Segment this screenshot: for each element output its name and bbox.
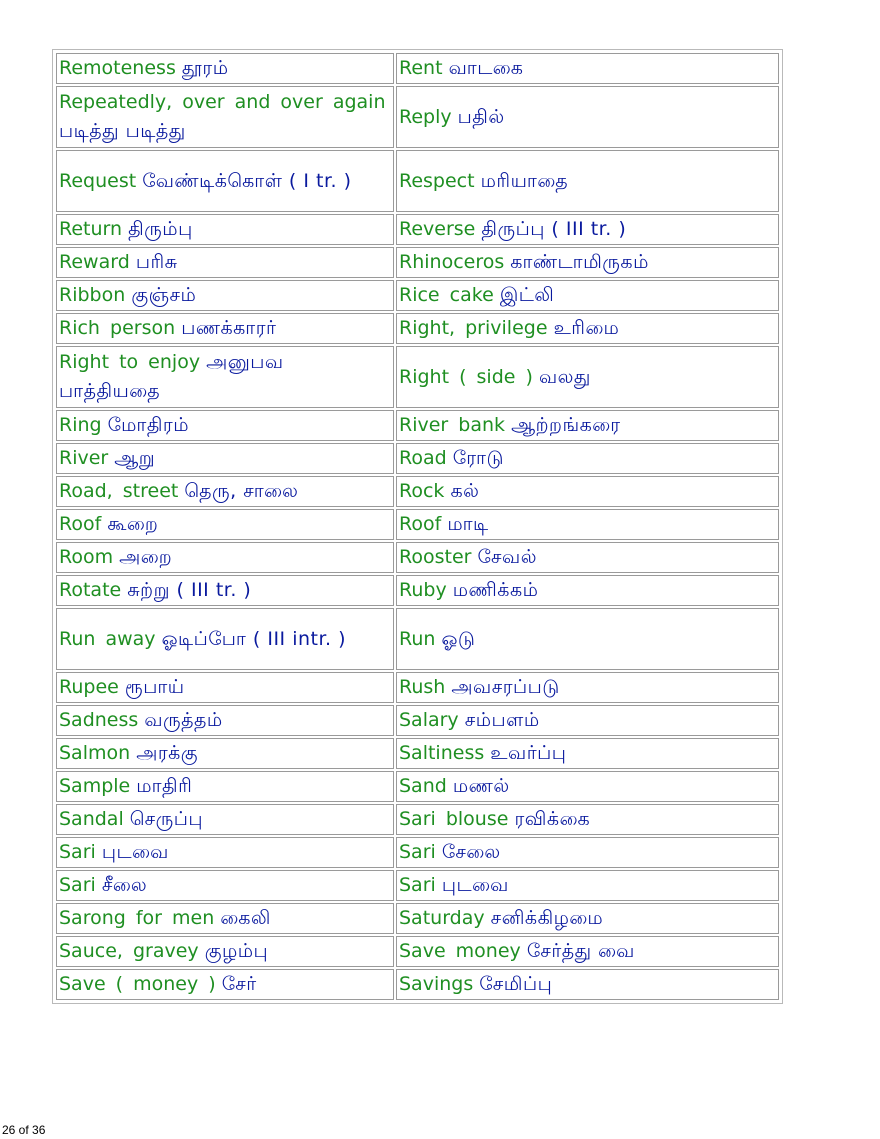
- entry-cell-right: [396, 705, 779, 736]
- english-term: Sari blouse: [399, 808, 509, 830]
- tamil-translation: தூரம்: [181, 57, 229, 79]
- english-term: Save money: [399, 940, 521, 962]
- english-term: Salmon: [59, 742, 131, 764]
- english-term: Request: [59, 169, 137, 192]
- entry-cell-left: [56, 705, 394, 736]
- english-term: Rice cake: [399, 284, 494, 306]
- english-term: Repeatedly, over and over again: [59, 91, 386, 113]
- glossary-rows: [56, 53, 779, 1000]
- english-term: River bank: [399, 414, 506, 436]
- english-term: Roof: [399, 513, 442, 535]
- entry-cell-right: [396, 150, 779, 212]
- tamil-translation: அறை: [119, 546, 173, 568]
- table-row: [56, 738, 779, 769]
- entry-cell-right: [396, 837, 779, 868]
- english-term: Saturday: [399, 907, 485, 929]
- entry-cell-left: [56, 86, 394, 148]
- entry-cell-right: [396, 443, 779, 474]
- english-term: Rupee: [59, 676, 119, 698]
- table-row: [56, 969, 779, 1000]
- tamil-translation: திருப்பு ( III tr. ): [481, 218, 627, 240]
- tamil-translation: சேமிப்பு: [479, 973, 553, 995]
- entry-cell-left: [56, 903, 394, 934]
- tamil-translation: புடவை: [441, 874, 509, 896]
- tamil-translation: கைலி: [220, 907, 271, 929]
- entry-cell-left: [56, 672, 394, 703]
- table-row: [56, 705, 779, 736]
- tamil-translation: ரூபாய்: [124, 676, 185, 698]
- tamil-translation: மோதிரம்: [107, 414, 190, 436]
- entry-cell-left: [56, 771, 394, 802]
- english-term: Run away: [59, 627, 156, 650]
- entry-cell-right: [396, 346, 779, 408]
- english-term: Sandal: [59, 808, 124, 830]
- english-term: Reverse: [399, 218, 476, 240]
- tamil-translation: ஓடிப்போ ( III intr. ): [161, 627, 347, 650]
- entry-cell-right: [396, 214, 779, 245]
- english-term: Saltiness: [399, 742, 485, 764]
- table-row: [56, 509, 779, 540]
- entry-cell-right: [396, 969, 779, 1000]
- tamil-translation: சேர்: [221, 973, 257, 995]
- tamil-translation: வேண்டிக்கொள் ( I tr. ): [142, 169, 352, 192]
- entry-cell-left: [56, 575, 394, 606]
- english-term: Sari: [59, 841, 96, 863]
- entry-cell-left: [56, 346, 394, 408]
- entry-cell-left: [56, 410, 394, 441]
- entry-cell-right: [396, 936, 779, 967]
- tamil-translation: ரவிக்கை: [514, 808, 591, 830]
- tamil-translation: சனிக்கிழமை: [490, 907, 604, 929]
- english-term: Sauce, gravey: [59, 940, 199, 962]
- english-term: Rooster: [399, 546, 472, 568]
- tamil-translation: பதில்: [457, 105, 505, 128]
- english-term: Roof: [59, 513, 102, 535]
- english-term: Sand: [399, 775, 447, 797]
- entry-cell-right: [396, 575, 779, 606]
- table-row: [56, 280, 779, 311]
- entry-cell-right: [396, 903, 779, 934]
- english-term: Rotate: [59, 579, 122, 601]
- table-row: [56, 575, 779, 606]
- table-row: [56, 608, 779, 670]
- table-row: [56, 672, 779, 703]
- tamil-translation: காண்டாமிருகம்: [510, 251, 649, 273]
- english-term: Right, privilege: [399, 317, 548, 339]
- english-term: Right to enjoy: [59, 351, 201, 373]
- tamil-translation: சேலை: [441, 841, 501, 863]
- tamil-translation: திரும்பு: [128, 218, 193, 240]
- tamil-translation: ரோடு: [452, 447, 504, 469]
- table-row: [56, 804, 779, 835]
- english-term: River: [59, 447, 109, 469]
- glossary-table-frame: [52, 49, 783, 1004]
- tamil-translation: செருப்பு: [129, 808, 203, 830]
- tamil-translation: கூறை: [107, 513, 159, 535]
- english-term: Respect: [399, 169, 475, 192]
- table-row: [56, 410, 779, 441]
- table-row: [56, 313, 779, 344]
- tamil-translation: உவர்ப்பு: [490, 742, 567, 764]
- entry-cell-left: [56, 313, 394, 344]
- entry-cell-right: [396, 280, 779, 311]
- table-row: [56, 53, 779, 84]
- english-term: Sari: [399, 874, 436, 896]
- tamil-translation: புடவை: [101, 841, 169, 863]
- english-term: Rock: [399, 480, 445, 502]
- tamil-translation: தெரு, சாலை: [184, 480, 299, 502]
- tamil-translation: சேவல்: [477, 546, 537, 568]
- entry-cell-right: [396, 672, 779, 703]
- english-term: Savings: [399, 973, 474, 995]
- english-term: Rent: [399, 57, 443, 79]
- english-term: Ring: [59, 414, 102, 436]
- entry-cell-right: [396, 86, 779, 148]
- tamil-translation: மரியாதை: [480, 169, 569, 192]
- entry-cell-left: [56, 870, 394, 901]
- entry-cell-left: [56, 509, 394, 540]
- page-counter: 26 of 36: [2, 1123, 46, 1137]
- english-term: Save ( money ): [59, 973, 216, 995]
- entry-cell-left: [56, 969, 394, 1000]
- entry-cell-right: [396, 804, 779, 835]
- tamil-translation: மாதிரி: [136, 775, 193, 797]
- english-term: Remoteness: [59, 57, 176, 79]
- table-row: [56, 346, 779, 408]
- english-term: Return: [59, 218, 123, 240]
- english-term: Rush: [399, 676, 446, 698]
- entry-cell-right: [396, 410, 779, 441]
- english-term: Ruby: [399, 579, 447, 601]
- tamil-translation: அவசரப்படு: [451, 676, 560, 698]
- tamil-translation: இட்லி: [499, 284, 555, 306]
- table-row: [56, 542, 779, 573]
- tamil-translation: ஆறு: [114, 447, 156, 469]
- english-term: Sadness: [59, 709, 139, 731]
- entry-cell-right: [396, 313, 779, 344]
- table-row: [56, 771, 779, 802]
- table-row: [56, 150, 779, 212]
- entry-cell-left: [56, 476, 394, 507]
- entry-cell-left: [56, 542, 394, 573]
- entry-cell-left: [56, 804, 394, 835]
- english-term: Rhinoceros: [399, 251, 505, 273]
- english-term: Sarong for men: [59, 907, 215, 929]
- tamil-translation: சம்பளம்: [464, 709, 540, 731]
- english-term: Road: [399, 447, 447, 469]
- tamil-translation: உரிமை: [553, 317, 620, 339]
- tamil-translation: சீலை: [101, 874, 148, 896]
- tamil-translation: வாடகை: [448, 57, 524, 79]
- entry-cell-right: [396, 247, 779, 278]
- english-term: Sample: [59, 775, 131, 797]
- english-term: Room: [59, 546, 114, 568]
- table-row: [56, 443, 779, 474]
- table-row: [56, 214, 779, 245]
- tamil-translation: ஆற்றங்கரை: [511, 414, 621, 436]
- english-term: Road, street: [59, 480, 179, 502]
- entry-cell-left: [56, 150, 394, 212]
- entry-cell-left: [56, 738, 394, 769]
- entry-cell-right: [396, 542, 779, 573]
- entry-cell-left: [56, 443, 394, 474]
- entry-cell-right: [396, 870, 779, 901]
- tamil-translation: பரிசு: [135, 251, 178, 273]
- tamil-translation: அரக்கு: [136, 742, 199, 764]
- english-term: Sari: [399, 841, 436, 863]
- table-row: [56, 903, 779, 934]
- entry-cell-right: [396, 476, 779, 507]
- english-term: Reward: [59, 251, 130, 273]
- entry-cell-left: [56, 936, 394, 967]
- table-row: [56, 476, 779, 507]
- tamil-translation: படித்து படித்து: [59, 120, 186, 142]
- english-term: Right ( side ): [399, 365, 533, 388]
- english-term: Sari: [59, 874, 96, 896]
- tamil-translation: சேர்த்து வை: [526, 940, 635, 962]
- english-term: Ribbon: [59, 284, 126, 306]
- entry-cell-left: [56, 608, 394, 670]
- english-term: Salary: [399, 709, 459, 731]
- entry-cell-right: [396, 509, 779, 540]
- entry-cell-right: [396, 738, 779, 769]
- tamil-translation: குஞ்சம்: [131, 284, 197, 306]
- glossary-table: [54, 51, 781, 1002]
- entry-cell-right: [396, 771, 779, 802]
- tamil-translation: சுற்று ( III tr. ): [127, 579, 252, 601]
- entry-cell-left: [56, 837, 394, 868]
- tamil-translation: வருத்தம்: [144, 709, 223, 731]
- entry-cell-right: [396, 608, 779, 670]
- table-row: [56, 936, 779, 967]
- entry-cell-left: [56, 53, 394, 84]
- english-term: Rich person: [59, 317, 176, 339]
- table-row: [56, 837, 779, 868]
- tamil-translation: மணல்: [452, 775, 510, 797]
- english-term: Run: [399, 627, 436, 650]
- english-term: Reply: [399, 105, 452, 128]
- table-row: [56, 86, 779, 148]
- entry-cell-left: [56, 280, 394, 311]
- tamil-translation: ஓடு: [441, 627, 476, 650]
- entry-cell-left: [56, 247, 394, 278]
- tamil-translation: குழம்பு: [204, 940, 269, 962]
- entry-cell-left: [56, 214, 394, 245]
- table-row: [56, 870, 779, 901]
- tamil-translation: மாடி: [447, 513, 489, 535]
- table-row: [56, 247, 779, 278]
- tamil-translation: பணக்காரர்: [181, 317, 277, 339]
- tamil-translation: கல்: [450, 480, 480, 502]
- tamil-translation: அனுபவ பாத்தியதை: [59, 351, 284, 402]
- entry-cell-right: [396, 53, 779, 84]
- tamil-translation: மணிக்கம்: [452, 579, 539, 601]
- tamil-translation: வலது: [538, 365, 591, 388]
